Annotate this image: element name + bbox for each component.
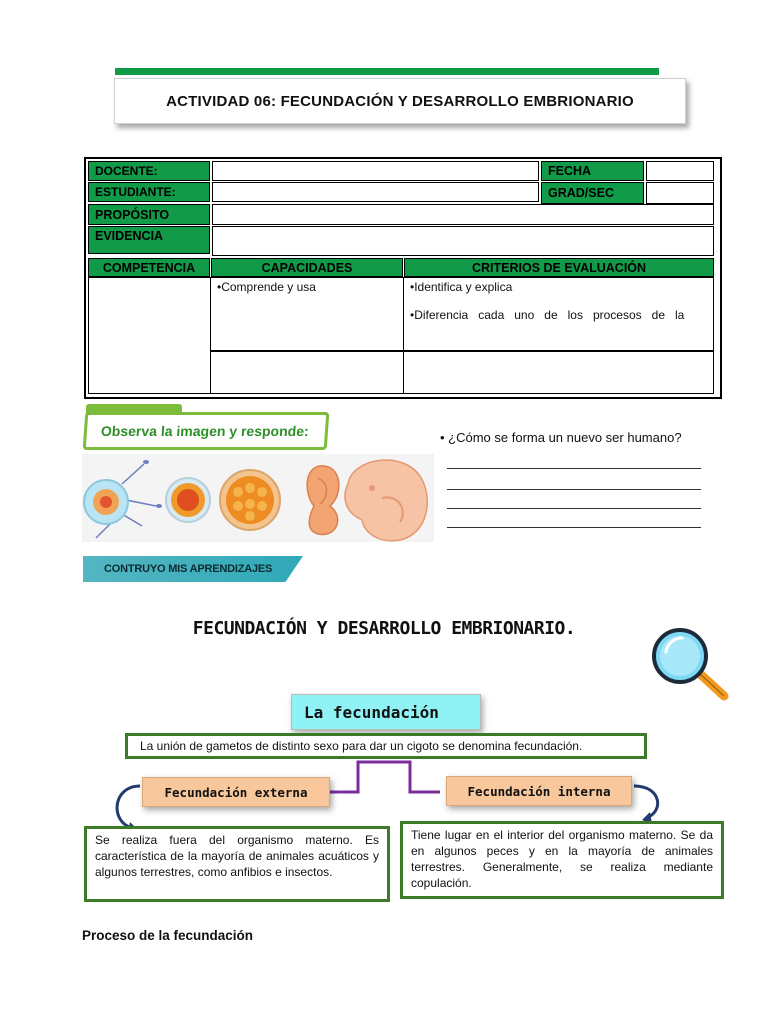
definition-box: La unión de gametos de distinto sexo para dar un cigoto se denomina fecundación. xyxy=(125,733,647,759)
criterios-header: CRITERIOS DE EVALUACIÓN xyxy=(404,258,714,277)
gradsec-label: GRAD/SEC xyxy=(541,182,644,204)
internal-fertilization-title: Fecundación interna xyxy=(446,776,632,806)
fecha-label: FECHA xyxy=(541,161,644,181)
docente-label: DOCENTE: xyxy=(88,161,210,181)
question-text: • ¿Cómo se forma un nuevo ser humano? xyxy=(440,430,682,445)
estudiante-label: ESTUDIANTE: xyxy=(88,182,210,202)
observa-label: Observa la imagen y responde: xyxy=(83,412,330,450)
external-fertilization-desc: Se realiza fuera del organismo materno. Es característica de la mayoría de animales acuáticos y algunos terrestres, como anfibios e insectos. xyxy=(84,826,390,902)
evidencia-label: EVIDENCIA xyxy=(88,226,210,254)
competencia-header: COMPETENCIA xyxy=(88,258,210,277)
proposito-label: PROPÓSITO xyxy=(88,204,210,225)
capacidades-header: CAPACIDADES xyxy=(211,258,403,277)
criterio-item: •Diferencia cada uno de los procesos de la xyxy=(410,308,685,322)
concept-root: La fecundación xyxy=(291,694,481,730)
section-title: FECUNDACIÓN Y DESARROLLO EMBRIONARIO. xyxy=(192,618,576,639)
internal-fertilization-desc: Tiene lugar en el interior del organismo materno. Se da en algunos peces y en la mayoría de animales terrestres. Generalmente, se realiza mediante copulación. xyxy=(400,821,724,899)
process-heading: Proceso de la fecundación xyxy=(82,928,254,943)
external-fertilization-title: Fecundación externa xyxy=(142,777,330,807)
construyo-label: CONTRUYO MIS APRENDIZAJES xyxy=(104,563,273,575)
activity-title: ACTIVIDAD 06: FECUNDACIÓN Y DESARROLLO EMBRIONARIO xyxy=(114,78,686,124)
capacidad-item: •Comprende y usa xyxy=(217,280,316,294)
criterio-item: •Identifica y explica xyxy=(410,280,513,294)
